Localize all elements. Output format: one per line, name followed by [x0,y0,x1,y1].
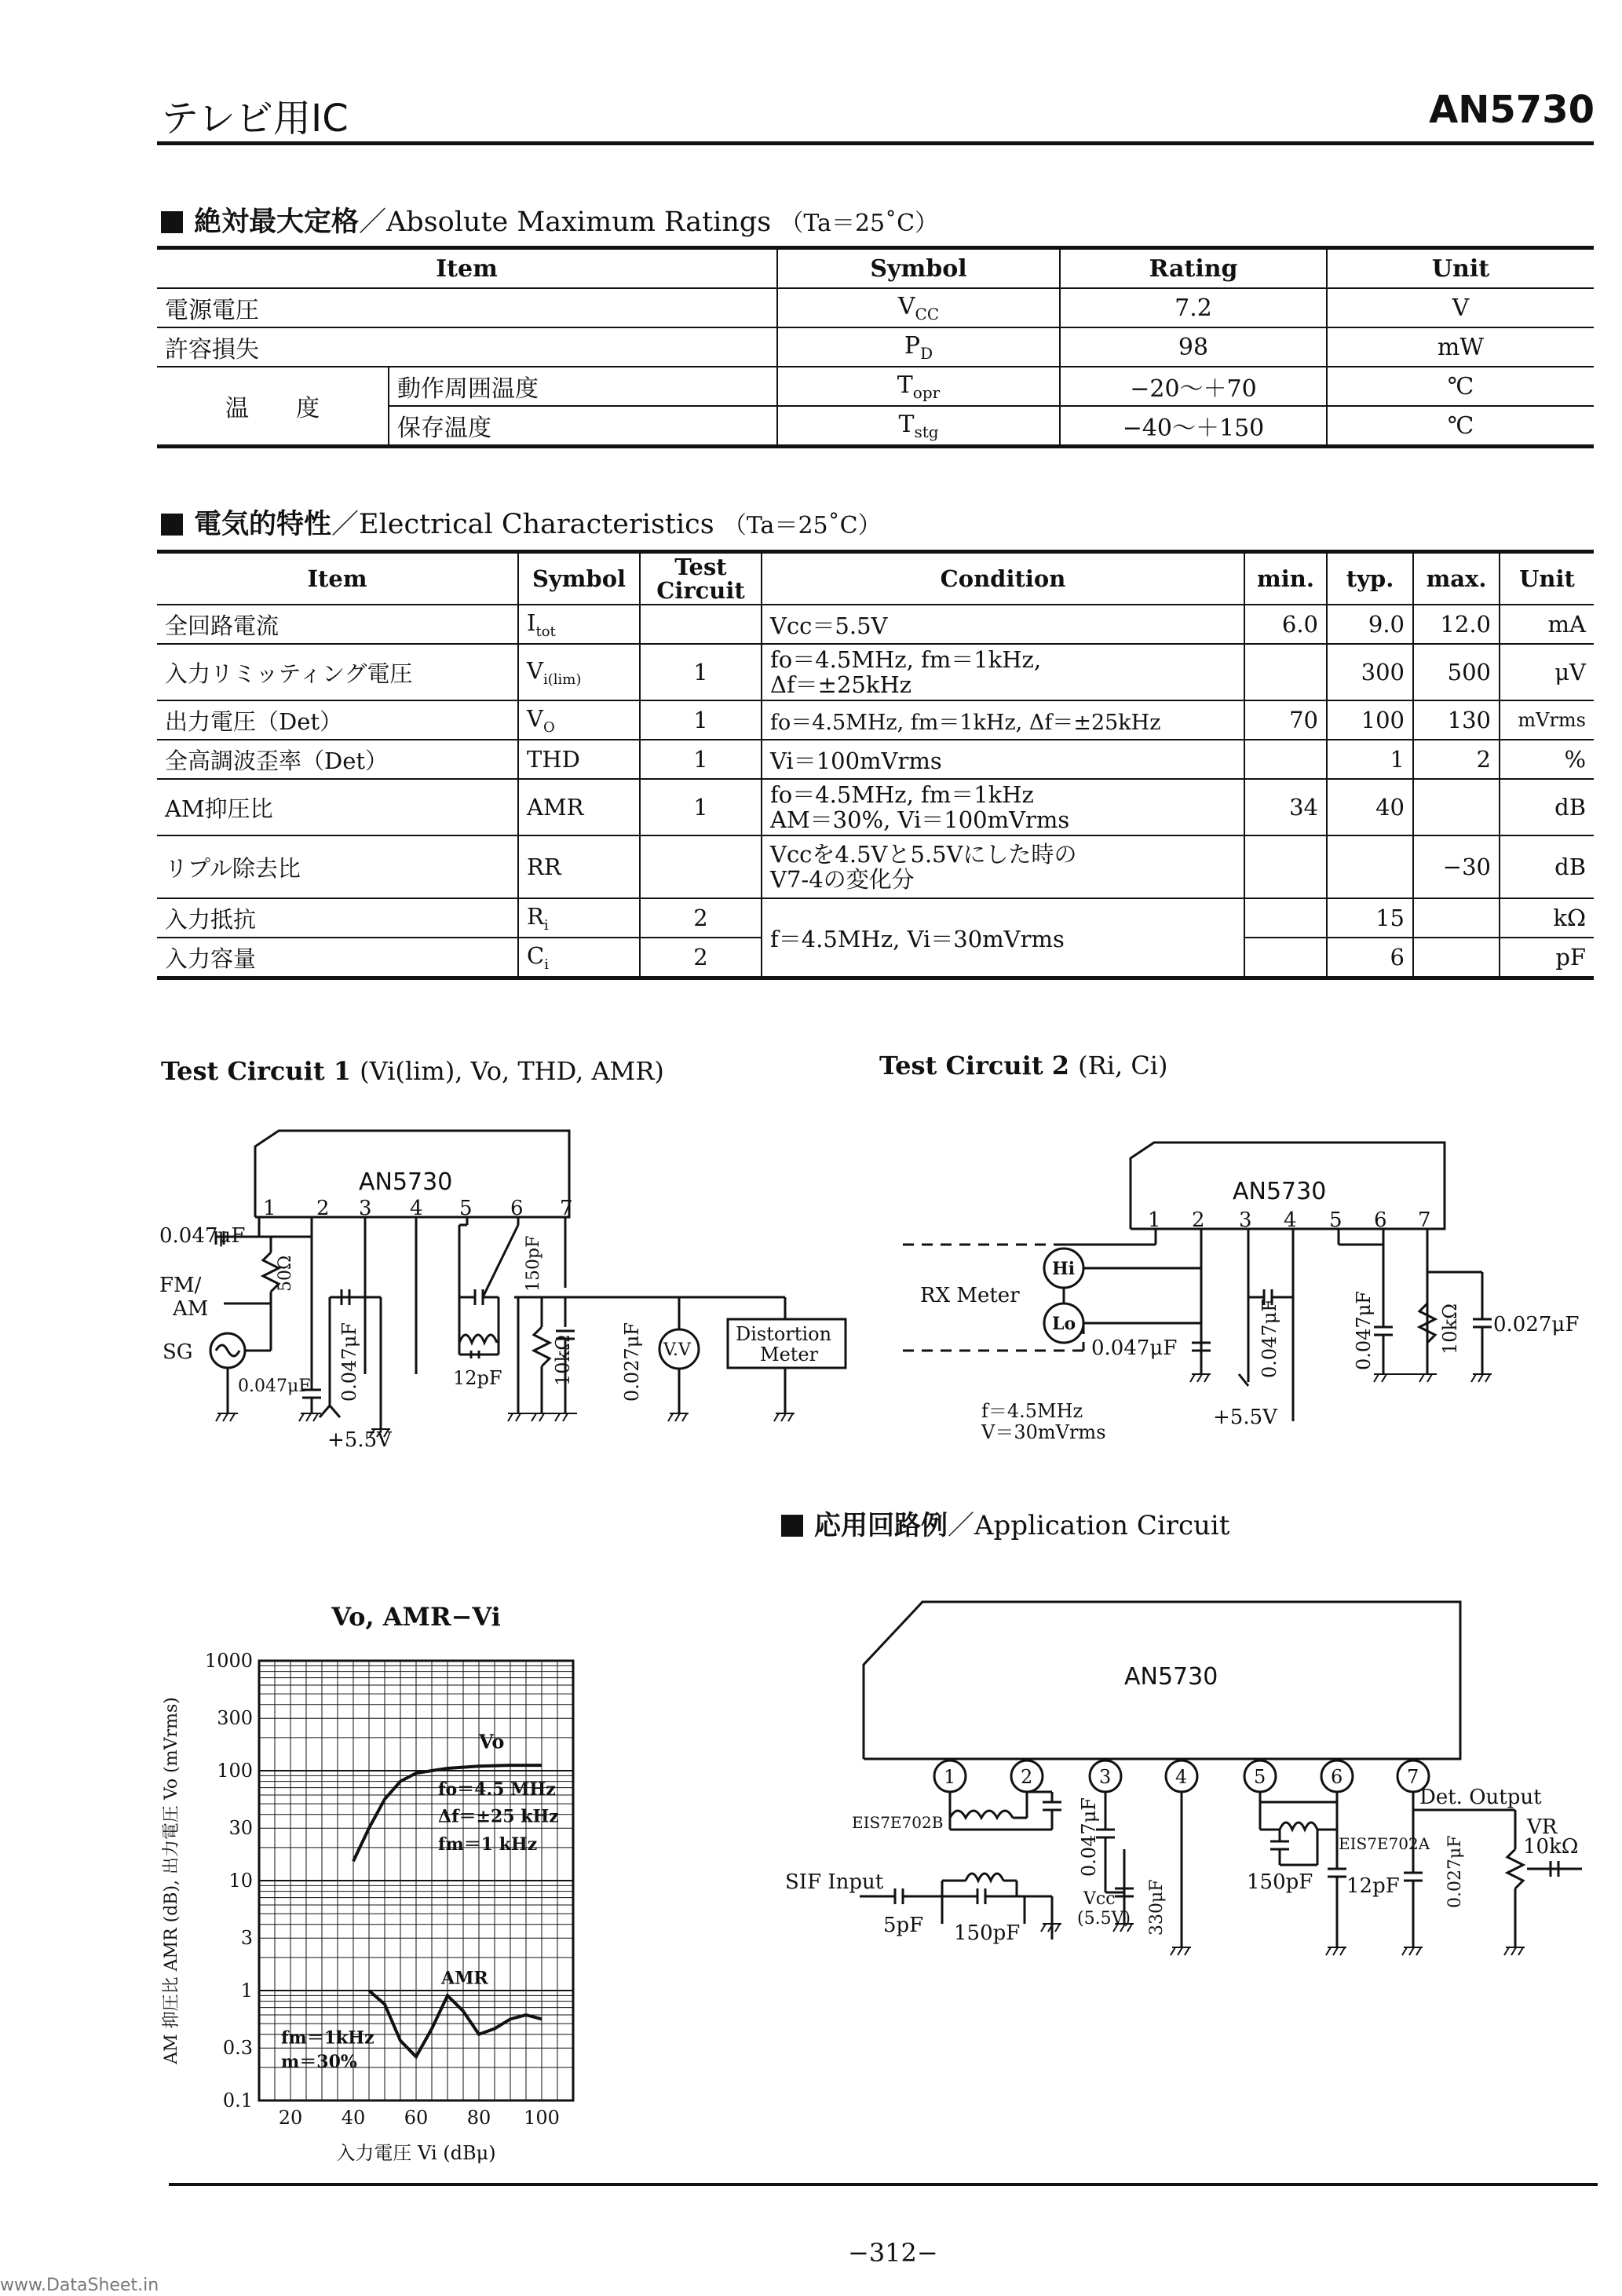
tc2-pin-2: 2 [1192,1208,1205,1232]
x-tick-label: 80 [466,2107,491,2129]
x-tick-label: 100 [524,2107,560,2129]
cell-symbol: $R_i$ [518,898,640,938]
tc2-pin-3: 3 [1239,1208,1252,1232]
cell-typ: 100 [1327,700,1413,740]
tc2-ic-label: AN5730 [1233,1178,1327,1205]
tc2-label-lo: Lo [1052,1314,1076,1334]
table-row [157,327,1594,367]
cell-unit: mW [1327,327,1594,367]
cell-tc: 1 [640,740,762,779]
annotation-df: Δf＝±25 kHz [438,1806,559,1827]
cell-max: 2 [1413,740,1500,779]
tc1-pin-7: 7 [560,1197,573,1220]
y-axis-label: AM 抑圧比 AMR (dB), 出力電圧 Vo (mVrms) [162,1697,181,2064]
tc1-label-r10k: 10kΩ [552,1335,574,1386]
abs-max-title-ja: 絶対最大定格 [194,206,360,238]
tc1-label-distortion: Distortion [736,1323,832,1345]
section-marker-icon [161,211,183,233]
cell-rating: 98 [1060,327,1327,367]
test-circuit-1-diagram [153,1115,860,1476]
cell-temp-group: 温 度 [157,367,389,447]
x-tick-label: 60 [404,2107,429,2129]
cell-tc: 1 [640,779,762,835]
tc2-pin-6: 6 [1374,1208,1387,1232]
app-pin-3: 3 [1099,1766,1112,1788]
table-row [157,605,1594,644]
cell-min [1244,740,1327,779]
tc2-pin-1: 1 [1148,1208,1161,1232]
cell-max [1413,938,1500,978]
cell-max: 12.0 [1413,605,1500,644]
cell-symbol: $V_{CC}$ [777,288,1060,327]
tc1-label-c3: 0.047μF [338,1322,360,1402]
cell-symbol: THD [518,740,640,779]
cell-tc: 1 [640,644,762,700]
tc1-label-vv: V.V [663,1340,691,1360]
cell-symbol: $T_{stg}$ [777,406,1060,447]
tc2-label-r10k: 10kΩ [1439,1303,1461,1355]
tc2-label-vcc: +5.5V [1213,1406,1277,1429]
cell-symbol: $V_O$ [518,700,640,740]
cell-unit: pF [1500,938,1594,978]
tc1-label-fm: FM/ [159,1274,202,1297]
cell-unit: kΩ [1500,898,1594,938]
tc1-pin-1: 1 [263,1197,276,1220]
cell-condition: f＝4.5MHz, Vi＝30mVrms [762,898,1244,978]
table-header-row [157,552,1594,605]
col-header-unit: Unit [1500,552,1594,605]
cell-max: −30 [1413,835,1500,898]
tc2-label-v: V＝30mVrms [981,1421,1106,1443]
cell-rating: −40〜＋150 [1060,406,1327,447]
elec-title-ja: 電気的特性 [194,508,332,540]
cell-condition: fo＝4.5MHz, fm＝1kHz, Δf＝±25kHz [762,700,1244,740]
cell-unit: mVrms [1500,700,1594,740]
app-title-ja: 応用回路例 [814,1510,948,1541]
cell-typ: 40 [1327,779,1413,835]
cell-typ: 300 [1327,644,1413,700]
y-tick-label: 300 [217,1707,253,1730]
y-tick-label: 100 [217,1760,253,1782]
vo-amr-chart [157,1590,612,2164]
table-row [157,367,1594,406]
cell-item: 入力リミッティング電圧 [157,644,518,700]
tc2-label-c3: 0.047μF [1259,1299,1280,1378]
cell-typ: 1 [1327,740,1413,779]
app-label-vr: VR [1527,1815,1558,1839]
tc2-pin-7: 7 [1418,1208,1431,1232]
tc1-label-sg: SG [163,1340,193,1364]
cell-item: 全回路電流 [157,605,518,644]
app-label-vcc-value: (5.5V) [1077,1909,1131,1929]
cell-typ: 9.0 [1327,605,1413,644]
y-tick-label: 30 [228,1817,253,1840]
app-title-en: ／Application Circuit [948,1510,1230,1541]
table-row [157,288,1594,327]
app-label-c330: 330μF [1147,1879,1167,1936]
cell-rating: −20〜＋70 [1060,367,1327,406]
tc1-title: Test Circuit 1 (Vi(lim), Vo, THD, AMR) [161,1056,664,1086]
tc1-pin-6: 6 [510,1197,524,1220]
x-axis-label: 入力電圧 Vi (dBμ) [336,2142,496,2164]
cell-item: 電源電圧 [157,288,777,327]
cell-unit: ℃ [1327,367,1594,406]
app-label-c12: 12pF [1346,1874,1400,1898]
table-header-row [157,248,1594,289]
cell-unit: μV [1500,644,1594,700]
abs-max-title [161,200,938,239]
cell-item: 入力抵抗 [157,898,518,938]
tc2-label-rx: RX Meter [920,1284,1020,1307]
cell-max: 500 [1413,644,1500,700]
tc2-pin-5: 5 [1329,1208,1343,1232]
col-header-symbol: Symbol [777,248,1060,289]
x-tick-label: 40 [341,2107,366,2129]
cell-item: 許容損失 [157,327,777,367]
cell-symbol: $C_i$ [518,938,640,978]
cell-symbol: RR [518,835,640,898]
watermark: www.DataSheet.in [0,2276,159,2295]
cell-item: 保存温度 [389,406,777,447]
test-circuit-2-diagram [903,1115,1609,1461]
cell-max [1413,779,1500,835]
tc1-label-c027: 0.027μF [621,1322,643,1402]
elec-title-en: ／Electrical Characteristics [331,509,714,540]
app-label-c047: 0.047μF [1078,1797,1100,1877]
col-header-unit: Unit [1327,248,1594,289]
cell-symbol: $T_{opr}$ [777,367,1060,406]
elec-cond: （Ta＝25˚C） [722,512,882,539]
tc1-pin-3: 3 [359,1197,372,1220]
y-tick-label: 0.1 [222,2089,253,2111]
app-ic-label: AN5730 [1124,1663,1218,1691]
annotation-vo: Vo [479,1730,505,1753]
cell-unit: dB [1500,835,1594,898]
app-label-c027: 0.027μF [1445,1835,1465,1908]
cell-tc: 1 [640,700,762,740]
tc1-label-cin: 0.047μF [159,1224,246,1248]
col-header-rating: Rating [1060,248,1327,289]
y-tick-label: 1000 [204,1650,253,1672]
annotation-fm2: fm＝1kHz [281,2027,374,2049]
cell-min [1244,938,1327,978]
cell-min: 6.0 [1244,605,1327,644]
section-marker-icon [161,514,183,536]
cell-item: 入力容量 [157,938,518,978]
app-pin-1: 1 [944,1766,956,1788]
table-row [157,644,1594,700]
cell-tc: 2 [640,938,762,978]
tc2-label-c1: 0.047μF [1091,1336,1178,1360]
tc2-title: Test Circuit 2 (Ri, Ci) [879,1051,1168,1080]
cell-item: 動作周囲温度 [389,367,777,406]
col-header-item: Item [157,552,518,605]
cell-typ: 15 [1327,898,1413,938]
elec-table [157,550,1594,980]
cell-symbol: $I_{tot}$ [518,605,640,644]
cell-min: 70 [1244,700,1327,740]
tc2-pin-4: 4 [1284,1208,1297,1232]
app-title [781,1504,1229,1542]
cell-tc [640,605,762,644]
part-number: AN5730 [1429,88,1595,132]
cell-rating: 7.2 [1060,288,1327,327]
cell-unit: % [1500,740,1594,779]
app-label-vcc: Vcc [1083,1889,1116,1909]
tc2-label-f: f＝4.5MHz [981,1400,1083,1422]
tc1-ic-label: AN5730 [359,1168,453,1196]
cell-condition: Vccを4.5Vと5.5Vにした時の V7-4の変化分 [762,835,1244,898]
app-pin-6: 6 [1331,1766,1343,1788]
cell-condition: Vcc＝5.5V [762,605,1244,644]
y-tick-label: 0.3 [222,2037,253,2060]
app-label-c150b: 150pF [1247,1870,1313,1894]
annotation-m: m＝30% [281,2051,357,2072]
table-row [157,740,1594,779]
col-header-test-circuit: Test Circuit [640,552,762,605]
app-pin-2: 2 [1021,1766,1033,1788]
app-label-sif: SIF Input [785,1870,884,1894]
col-header-condition: Condition [762,552,1244,605]
table-row [157,898,1594,938]
tc1-label-vcc: +5.5V [327,1428,392,1452]
cell-max [1413,898,1500,938]
cell-unit: V [1327,288,1594,327]
elec-title [161,503,882,542]
chart-container [157,1590,612,2164]
tc1-label-meter: Meter [760,1344,819,1366]
app-label-c150a: 150pF [954,1921,1021,1945]
table-row [157,835,1594,898]
cell-item: リプル除去比 [157,835,518,898]
col-header-symbol: Symbol [518,552,640,605]
application-circuit-diagram [785,1578,1602,1971]
tc1-label-am: AM [173,1297,209,1321]
cell-unit: mA [1500,605,1594,644]
app-label-vr-value: 10kΩ [1523,1835,1579,1859]
cell-min: 34 [1244,779,1327,835]
cell-typ [1327,835,1413,898]
tc1-pin-5: 5 [459,1197,473,1220]
cell-condition: fo＝4.5MHz, fm＝1kHz AM＝30%, Vi＝100mVrms [762,779,1244,835]
cell-typ: 6 [1327,938,1413,978]
app-label-eis1: EIS7E702B [852,1813,944,1832]
annotation-fm: fm＝1 kHz [438,1834,538,1855]
annotation-amr: AMR [441,1968,488,1989]
col-header-item: Item [157,248,777,289]
app-label-c5p: 5pF [883,1914,924,1937]
cell-symbol: $V_{i(lim)}$ [518,644,640,700]
cell-symbol: $P_D$ [777,327,1060,367]
y-tick-label: 10 [228,1870,253,1892]
section-marker-icon [781,1515,803,1537]
cell-min [1244,835,1327,898]
x-tick-label: 20 [278,2107,303,2129]
tc1-label-csg: 0.047μF [238,1377,311,1396]
cell-item: 出力電圧（Det） [157,700,518,740]
app-label-det-output: Det. Output [1419,1786,1542,1809]
cell-min [1244,898,1327,938]
y-tick-label: 1 [240,1980,253,2002]
cell-max: 130 [1413,700,1500,740]
cell-condition: fo＝4.5MHz, fm＝1kHz, Δf＝±25kHz [762,644,1244,700]
annotation-fo: fo＝4.5 MHz [438,1779,556,1801]
footer-rule [169,2183,1598,2186]
chart-title: Vo, AMR−Vi [331,1602,501,1632]
y-tick-label: 3 [240,1927,253,1950]
cell-item: 全高調波歪率（Det） [157,740,518,779]
cell-unit: dB [1500,779,1594,835]
cell-tc: 2 [640,898,762,938]
app-pin-7: 7 [1407,1766,1419,1788]
app-pin-5: 5 [1254,1766,1266,1788]
tc2-label-c5: 0.047μF [1353,1291,1375,1370]
tc1-label-c150: 150pF [524,1235,543,1292]
col-header-typ: typ. [1327,552,1413,605]
app-pin-4: 4 [1175,1766,1188,1788]
tc1-pin-4: 4 [410,1197,423,1220]
abs-max-title-en: ／Absolute Maximum Ratings [359,207,772,238]
abs-max-table [157,246,1594,448]
category-title: テレビ用IC [161,97,349,141]
table-row [157,779,1594,835]
cell-symbol: AMR [518,779,640,835]
cell-tc [640,835,762,898]
tc2-label-c027: 0.027μF [1493,1313,1580,1336]
table-row [157,700,1594,740]
cell-condition: Vi＝100mVrms [762,740,1244,779]
tc1-pin-2: 2 [316,1197,330,1220]
header-rule [157,141,1594,145]
col-header-min: min. [1244,552,1327,605]
cell-min [1244,644,1327,700]
app-label-eis2: EIS7E702A [1339,1834,1430,1853]
cell-item: AM抑圧比 [157,779,518,835]
cell-unit: ℃ [1327,406,1594,447]
col-header-max: max. [1413,552,1500,605]
page-number: −312− [848,2238,938,2268]
abs-max-cond: （Ta＝25˚C） [780,210,939,237]
tc1-label-c12: 12pF [453,1367,502,1389]
tc2-label-hi: Hi [1052,1259,1076,1279]
tc1-label-r50: 50Ω [276,1255,295,1292]
